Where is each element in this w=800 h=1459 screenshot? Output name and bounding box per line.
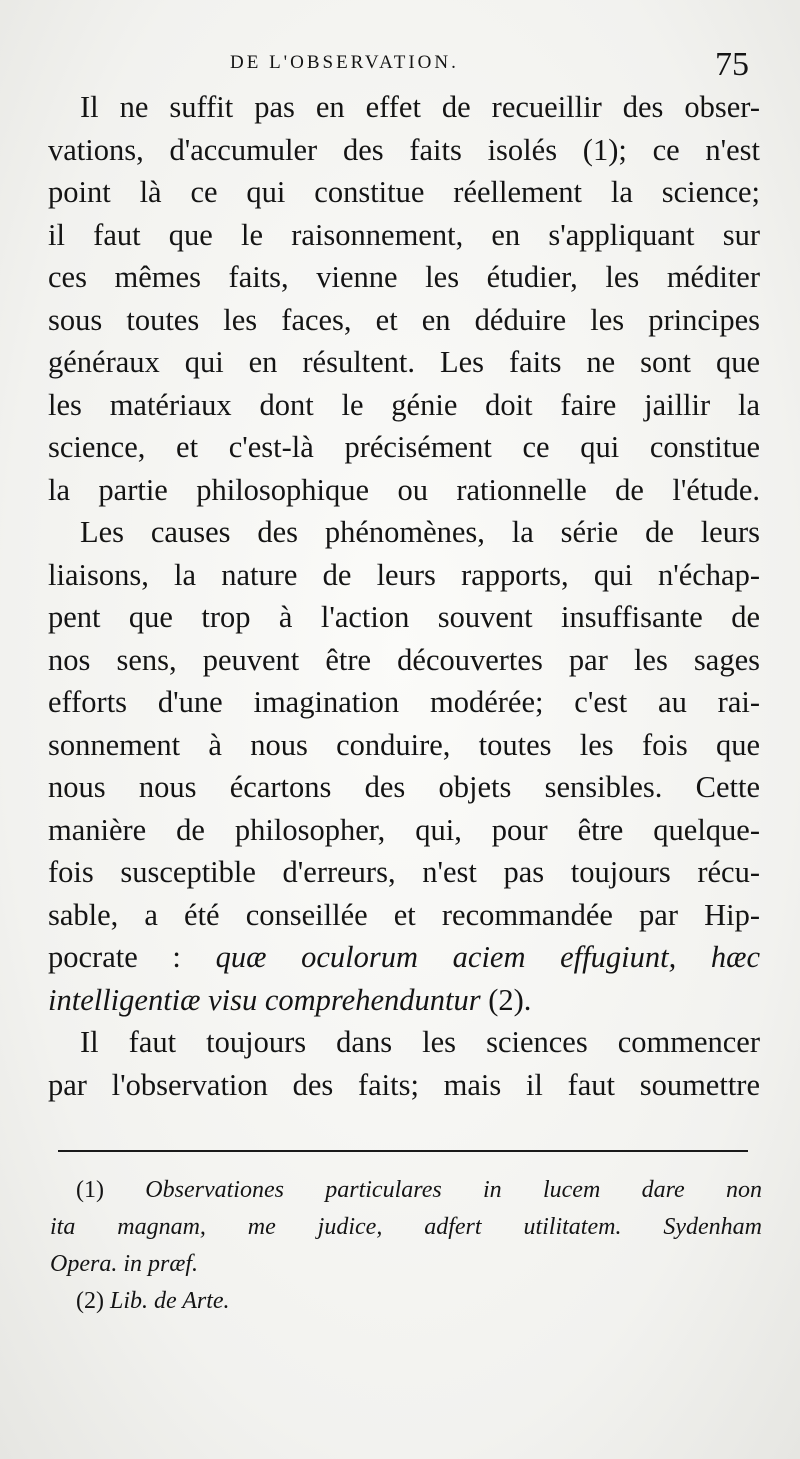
footnote-rule [58,1150,748,1152]
text-line: ces mêmes faits, vienne les étudier, les méditer [48,260,760,294]
text-line: point là ce qui constitue réellement la science; [48,175,760,209]
text-line-mixed [48,936,760,979]
footnote-2-line [50,1283,762,1320]
text-line-mixed [48,979,760,1022]
footnote-1-line: ita magnam, me judice, adfert utilitatem. Sydenham [50,1214,762,1240]
running-head [0,46,800,86]
text-line: sable, a été conseillée et recommandée par Hip- [48,897,760,932]
text-line: Il ne suffit pas en effet de recueillir des obser- [80,90,760,124]
footnote-text: Lib. de Arte. [109,1288,230,1314]
text-line: par l'observation des faits; mais il faut soumettre [48,1067,760,1102]
body-text [48,86,760,1106]
text-line: nos sens, peuvent être découvertes par les sages [48,642,760,677]
text-line: nous nous écartons des objets sensibles. Cette [48,770,760,804]
text-line: les matériaux dont le génie doit faire jaillir la [48,387,760,422]
footnote-1-line: Opera. in præf. [50,1251,199,1277]
text-line: liaisons, la nature de leurs rapports, qui n'échap- [48,557,760,592]
text-line: Il faut toujours dans les sciences commencer [80,1025,760,1059]
text-line: vations, d'accumuler des faits isolés (1); ce n'est [48,132,760,167]
text-line: il faut que le raisonnement, en s'appliquant sur [48,217,760,252]
footnote-number: (1) [76,1177,146,1203]
running-title: DE L'OBSERVATION. [230,52,459,73]
text-run: pocrate : [48,940,216,974]
footnote-text: Observationes particulares in lucem dare non [145,1177,763,1203]
footnotes [50,1172,762,1320]
text-line: manière de philosopher, qui, pour être quelque- [48,812,760,847]
footnote-1-line [50,1172,762,1209]
latin-quote: quæ oculorum aciem effugiunt, hæc [215,940,761,974]
text-line: sous toutes les faces, et en déduire les principes [48,302,760,337]
latin-quote: intelligentiæ visu comprehenduntur [48,982,481,1017]
text-line: généraux qui en résultent. Les faits ne sont que [48,345,760,379]
footnote-number: (2) [76,1288,110,1314]
text-line: science, et c'est-là précisément ce qui constitue [48,430,760,464]
text-line: fois susceptible d'erreurs, n'est pas toujours récu- [48,855,760,889]
text-line: Les causes des phénomènes, la série de leurs [80,515,760,549]
text-line: la partie philosophique ou rationnelle de l'étude. [48,472,760,507]
text-line: pent que trop à l'action souvent insuffisante de [48,600,760,634]
text-line: efforts d'une imagination modérée; c'est au rai- [48,685,760,719]
page-number: 75 [715,46,749,83]
text-line: sonnement à nous conduire, toutes les fois que [48,727,760,762]
text-run: (2). [480,982,532,1017]
